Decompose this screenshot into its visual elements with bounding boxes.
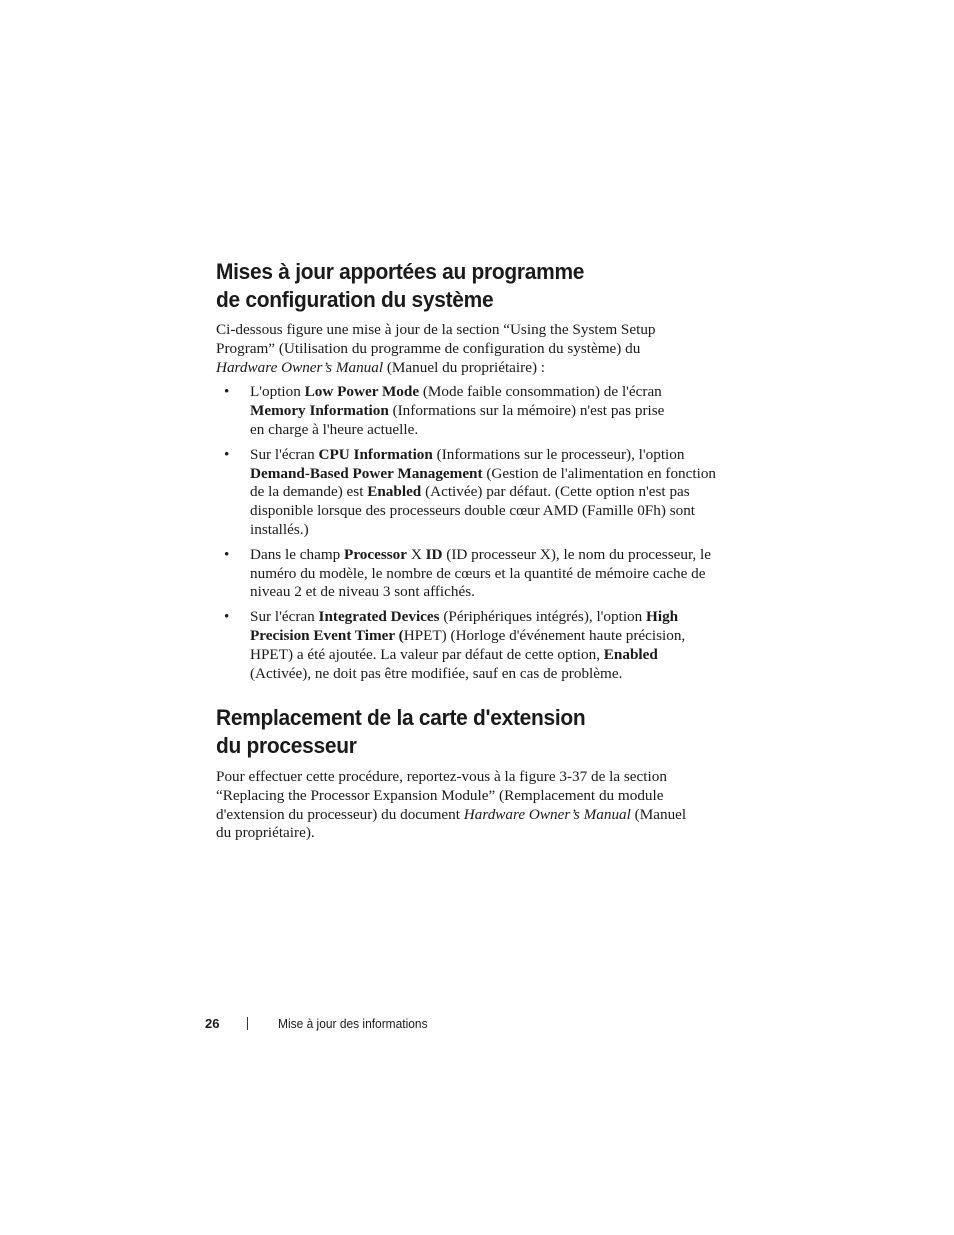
text: (Informations sur la mémoire) n'est pas prise en charge à l'heure actuelle. [250,402,665,438]
text: (Activée), ne doit pas être modifiée, sauf en cas de problème. [250,664,623,682]
list-item [216,383,680,439]
screen-name: Integrated Devices [318,608,440,626]
text: (Gestion de l'alimentation en fonction de la demande) est [250,464,717,501]
field-name: Processor [344,545,408,563]
bullet-icon: • [224,445,230,463]
section-system-setup-updates [216,258,716,689]
screen-name: CPU Information [318,445,433,463]
intro-text: Ci-dessous figure une mise à jour de la section “Using the System Setup Program” (Utilisation du programme de configuration du système) du [216,321,656,357]
value-name: Enabled [367,483,422,501]
footer-divider [247,1017,248,1030]
text: (ID processeur X), le nom du processeur, le numéro du modèle, le nombre de cœurs et la quantité de mémoire cache de niveau 2 et de niveau 3 sont affichés. [250,545,711,601]
heading-line-2: de configuration du système [216,287,494,312]
update-list [216,383,716,683]
heading-line-1: Mises à jour apportées au programme [216,259,585,284]
body-text: Pour effectuer cette procédure, reportez-vous à la figure 3-37 de la section “Replacing the Processor Expansion Module” (Remplacement du module d'extension du processeur) du document [216,768,667,823]
text: Sur l'écran [250,608,319,626]
section-heading [216,258,718,314]
intro-paragraph [216,321,696,377]
list-item [216,546,720,602]
page-number: 26 [205,1016,220,1031]
option-name: Low Power Mode [304,383,420,401]
heading-line-2: du processeur [216,733,357,758]
text: X [407,545,426,563]
section-processor-expansion [216,704,716,843]
text: Dans le champ [250,545,345,563]
body-paragraph [216,768,691,843]
list-item [216,608,720,683]
option-name: High Precision Event Timer ( [250,608,679,644]
heading-line-1: Remplacement de la carte d'extension [216,705,586,730]
page-footer [205,1016,441,1031]
text: (Activée) par défaut. (Cette option n'est pas disponible lorsque des processeurs double cœur AMD (Famille 0Fh) sont installés.) [250,483,696,538]
intro-text-end: (Manuel du propriétaire) : [383,358,546,376]
bullet-icon: • [224,383,230,401]
value-name: Enabled [603,645,658,663]
text: L'option [250,383,305,401]
text: (Informations sur le processeur), l'option [432,445,685,463]
manual-title: Hardware Owner’s Manual [463,805,631,823]
text: HPET) (Horloge d'événement haute précision, HPET) a été ajoutée. La valeur par défaut de cette option, [250,626,686,663]
bullet-icon: • [224,545,230,563]
option-name: Demand-Based Power Management [250,464,483,482]
bullet-icon: • [224,608,230,626]
list-item [216,446,720,540]
section-heading [216,704,718,760]
text: Sur l'écran [250,445,319,463]
screen-name: Memory Information [250,402,389,420]
field-name-id: ID [425,545,443,563]
text: (Mode faible consommation) de l'écran [419,383,662,401]
text: (Périphériques intégrés), l'option [439,608,647,626]
footer-title: Mise à jour des informations [278,1016,428,1031]
body-text-end: (Manuel du propriétaire). [216,805,687,842]
manual-title: Hardware Owner’s Manual [216,358,384,376]
